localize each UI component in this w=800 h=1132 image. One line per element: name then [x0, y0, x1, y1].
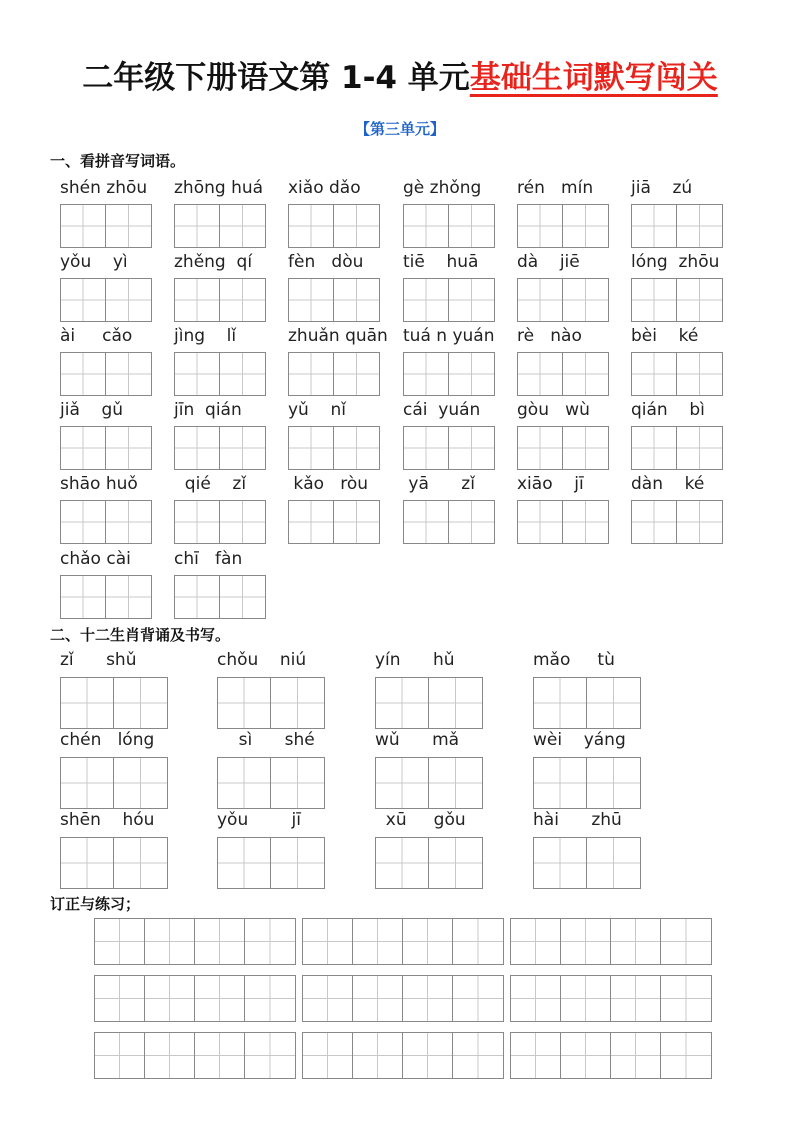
tianzige-cell[interactable]: [677, 427, 722, 469]
pinyin-label: yín hǔ: [375, 650, 455, 670]
tianzige-cell[interactable]: [518, 279, 563, 321]
pinyin-label: lóng zhōu: [631, 252, 720, 272]
word-item: [631, 400, 723, 470]
tianzige-cell[interactable]: [429, 758, 482, 808]
tianzige-cell[interactable]: [511, 919, 561, 964]
tianzige-cell[interactable]: [534, 758, 587, 808]
writing-boxes: [533, 837, 641, 889]
word-item: [217, 810, 325, 889]
tianzige-cell[interactable]: [175, 279, 220, 321]
tianzige-cell[interactable]: [376, 678, 429, 728]
tianzige-cell[interactable]: [175, 205, 220, 247]
practice-group: [302, 1032, 504, 1079]
pinyin-label: shén zhōu: [60, 178, 148, 198]
pinyin-label: kǎo ròu: [288, 474, 369, 494]
pinyin-label: zhuǎn quān: [288, 326, 388, 346]
tianzige-cell[interactable]: [271, 678, 324, 728]
pinyin-label: jìng lǐ: [174, 326, 237, 346]
writing-boxes: [375, 757, 483, 809]
tianzige-cell[interactable]: [61, 501, 106, 543]
tianzige-cell[interactable]: [611, 1033, 661, 1078]
pinyin-label: xiāo jī: [517, 474, 584, 494]
tianzige-cell[interactable]: [175, 576, 220, 618]
tianzige-cell[interactable]: [677, 501, 722, 543]
pinyin-label: chǒu niú: [217, 650, 307, 670]
writing-boxes: [217, 677, 325, 729]
tianzige-cell[interactable]: [145, 976, 195, 1021]
pinyin-label: jiā zú: [631, 178, 693, 198]
tianzige-cell[interactable]: [271, 838, 324, 888]
pinyin-label: wèi yáng: [533, 730, 626, 750]
tianzige-cell[interactable]: [61, 838, 114, 888]
tianzige-cell[interactable]: [61, 205, 106, 247]
tianzige-cell[interactable]: [404, 501, 449, 543]
writing-boxes: [288, 500, 380, 544]
word-item: [60, 326, 152, 396]
section2-heading: 二、十二生肖背诵及书写。: [50, 626, 231, 644]
word-item: [288, 252, 380, 322]
writing-boxes: [533, 677, 641, 729]
pinyin-label: xū gǒu: [375, 810, 466, 830]
pinyin-label: yǒu jī: [217, 810, 301, 830]
word-item: [288, 474, 380, 544]
tianzige-cell[interactable]: [289, 427, 334, 469]
tianzige-cell[interactable]: [563, 205, 608, 247]
tianzige-cell[interactable]: [404, 205, 449, 247]
practice-row: [94, 1032, 712, 1079]
unit-subtitle: 【第三单元】: [354, 120, 445, 138]
word-item: [60, 474, 152, 544]
pinyin-label: yā zǐ: [403, 474, 475, 494]
tianzige-cell[interactable]: [518, 501, 563, 543]
pinyin-label: gòu wù: [517, 400, 590, 420]
tianzige-cell[interactable]: [95, 976, 145, 1021]
word-item: [631, 178, 723, 248]
writing-boxes: [517, 352, 609, 396]
writing-boxes: [60, 575, 152, 619]
pinyin-label: shēn hóu: [60, 810, 155, 830]
tianzige-cell[interactable]: [561, 1033, 611, 1078]
pinyin-label: rè nào: [517, 326, 582, 346]
pinyin-label: ài cǎo: [60, 326, 133, 346]
tianzige-cell[interactable]: [611, 919, 661, 964]
tianzige-cell[interactable]: [145, 1033, 195, 1078]
writing-boxes: [403, 278, 495, 322]
tianzige-cell[interactable]: [106, 205, 151, 247]
writing-boxes: [217, 757, 325, 809]
word-item: [174, 549, 266, 619]
writing-boxes: [517, 204, 609, 248]
word-item: [403, 178, 495, 248]
writing-boxes: [375, 837, 483, 889]
tianzige-cell[interactable]: [404, 353, 449, 395]
writing-boxes: [174, 204, 266, 248]
practice-group: [510, 918, 712, 965]
tianzige-cell[interactable]: [563, 501, 608, 543]
tianzige-cell[interactable]: [220, 205, 265, 247]
tianzige-cell[interactable]: [534, 838, 587, 888]
writing-boxes: [174, 500, 266, 544]
writing-boxes: [375, 677, 483, 729]
tianzige-cell[interactable]: [218, 838, 271, 888]
pinyin-label: chǎo cài: [60, 549, 131, 569]
pinyin-label: jīn qián: [174, 400, 242, 420]
writing-boxes: [288, 204, 380, 248]
word-item: [517, 400, 609, 470]
word-item: [174, 400, 266, 470]
practice-row: [94, 918, 712, 965]
pinyin-label: dàn ké: [631, 474, 705, 494]
tianzige-cell[interactable]: [587, 678, 640, 728]
tianzige-cell[interactable]: [511, 976, 561, 1021]
tianzige-cell[interactable]: [661, 1033, 711, 1078]
tianzige-cell[interactable]: [429, 678, 482, 728]
word-item: [403, 326, 495, 396]
tianzige-cell[interactable]: [303, 919, 353, 964]
word-item: [533, 650, 641, 729]
pinyin-label: qián bì: [631, 400, 705, 420]
tianzige-cell[interactable]: [587, 758, 640, 808]
word-item: [217, 650, 325, 729]
tianzige-cell[interactable]: [95, 919, 145, 964]
writing-boxes: [60, 204, 152, 248]
worksheet-title: [0, 52, 800, 102]
tianzige-cell[interactable]: [95, 1033, 145, 1078]
writing-boxes: [60, 426, 152, 470]
writing-boxes: [60, 500, 152, 544]
tianzige-cell[interactable]: [453, 976, 503, 1021]
tianzige-cell[interactable]: [145, 919, 195, 964]
word-item: [517, 474, 609, 544]
tianzige-cell[interactable]: [404, 279, 449, 321]
section1-heading: 一、看拼音写词语。: [50, 152, 186, 170]
tianzige-cell[interactable]: [449, 205, 494, 247]
writing-boxes: [517, 278, 609, 322]
tianzige-cell[interactable]: [403, 976, 453, 1021]
tianzige-cell[interactable]: [106, 279, 151, 321]
pinyin-label: tuá n yuán: [403, 326, 495, 346]
tianzige-cell[interactable]: [561, 976, 611, 1021]
tianzige-cell[interactable]: [353, 1033, 403, 1078]
writing-boxes: [403, 352, 495, 396]
tianzige-cell[interactable]: [632, 279, 677, 321]
tianzige-cell[interactable]: [353, 976, 403, 1021]
tianzige-cell[interactable]: [114, 678, 167, 728]
tianzige-cell[interactable]: [334, 427, 379, 469]
word-item: [375, 810, 483, 889]
practice-group: [302, 918, 504, 965]
writing-boxes: [174, 352, 266, 396]
tianzige-cell[interactable]: [114, 838, 167, 888]
pinyin-label: tiē huā: [403, 252, 479, 272]
tianzige-cell[interactable]: [376, 838, 429, 888]
writing-boxes: [403, 500, 495, 544]
word-item: [217, 730, 325, 809]
pinyin-label: fèn dòu: [288, 252, 364, 272]
tianzige-cell[interactable]: [403, 919, 453, 964]
pinyin-label: rén mín: [517, 178, 594, 198]
tianzige-cell[interactable]: [563, 427, 608, 469]
writing-boxes: [60, 757, 168, 809]
pinyin-label: hài zhū: [533, 810, 622, 830]
tianzige-cell[interactable]: [114, 758, 167, 808]
tianzige-cell[interactable]: [289, 353, 334, 395]
word-item: [403, 252, 495, 322]
tianzige-cell[interactable]: [334, 353, 379, 395]
tianzige-cell[interactable]: [677, 279, 722, 321]
word-item: [60, 400, 152, 470]
pinyin-label: zhōng huá: [174, 178, 264, 198]
word-item: [60, 549, 152, 619]
practice-group: [510, 975, 712, 1022]
tianzige-cell[interactable]: [61, 678, 114, 728]
tianzige-cell[interactable]: [106, 427, 151, 469]
pinyin-label: zǐ shǔ: [60, 650, 137, 670]
tianzige-cell[interactable]: [220, 576, 265, 618]
writing-boxes: [517, 426, 609, 470]
tianzige-cell[interactable]: [449, 501, 494, 543]
writing-boxes: [174, 426, 266, 470]
pinyin-label: qié zǐ: [174, 474, 247, 494]
writing-boxes: [631, 500, 723, 544]
tianzige-cell[interactable]: [303, 1033, 353, 1078]
tianzige-cell[interactable]: [334, 501, 379, 543]
tianzige-cell[interactable]: [429, 838, 482, 888]
word-item: [288, 400, 380, 470]
tianzige-cell[interactable]: [334, 205, 379, 247]
tianzige-cell[interactable]: [195, 976, 245, 1021]
tianzige-cell[interactable]: [220, 427, 265, 469]
tianzige-cell[interactable]: [220, 353, 265, 395]
tianzige-cell[interactable]: [61, 576, 106, 618]
word-item: [60, 252, 152, 322]
tianzige-cell[interactable]: [175, 427, 220, 469]
writing-boxes: [631, 352, 723, 396]
tianzige-cell[interactable]: [303, 976, 353, 1021]
tianzige-cell[interactable]: [403, 1033, 453, 1078]
tianzige-cell[interactable]: [353, 919, 403, 964]
tianzige-cell[interactable]: [106, 576, 151, 618]
tianzige-cell[interactable]: [61, 427, 106, 469]
tianzige-cell[interactable]: [245, 1033, 295, 1078]
word-item: [533, 730, 641, 809]
tianzige-cell[interactable]: [661, 919, 711, 964]
practice-group: [94, 918, 296, 965]
word-item: [517, 178, 609, 248]
practice-group: [510, 1032, 712, 1079]
pinyin-label: chī fàn: [174, 549, 243, 569]
tianzige-cell[interactable]: [453, 1033, 503, 1078]
word-item: [631, 326, 723, 396]
word-item: [375, 730, 483, 809]
word-item: [403, 474, 495, 544]
tianzige-cell[interactable]: [218, 758, 271, 808]
tianzige-cell[interactable]: [661, 976, 711, 1021]
tianzige-cell[interactable]: [518, 427, 563, 469]
pinyin-label: jiǎ gǔ: [60, 400, 124, 420]
tianzige-cell[interactable]: [245, 919, 295, 964]
tianzige-cell[interactable]: [61, 758, 114, 808]
word-item: [533, 810, 641, 889]
writing-boxes: [174, 575, 266, 619]
writing-boxes: [174, 278, 266, 322]
word-item: [288, 326, 388, 396]
tianzige-cell[interactable]: [175, 501, 220, 543]
writing-boxes: [631, 204, 723, 248]
tianzige-cell[interactable]: [632, 353, 677, 395]
word-item: [288, 178, 380, 248]
tianzige-cell[interactable]: [195, 1033, 245, 1078]
tianzige-cell[interactable]: [518, 205, 563, 247]
pinyin-label: yǔ nǐ: [288, 400, 346, 420]
writing-boxes: [217, 837, 325, 889]
pinyin-label: chén lóng: [60, 730, 155, 750]
tianzige-cell[interactable]: [677, 205, 722, 247]
word-item: [631, 474, 723, 544]
writing-boxes: [288, 426, 380, 470]
word-item: [174, 474, 266, 544]
writing-boxes: [517, 500, 609, 544]
tianzige-cell[interactable]: [632, 501, 677, 543]
practice-row: [94, 975, 712, 1022]
pinyin-label: sì shé: [217, 730, 315, 750]
word-item: [60, 730, 168, 809]
tianzige-cell[interactable]: [611, 976, 661, 1021]
pinyin-label: cái yuán: [403, 400, 481, 420]
tianzige-cell[interactable]: [334, 279, 379, 321]
word-item: [60, 650, 168, 729]
pinyin-label: dà jiē: [517, 252, 580, 272]
pinyin-label: mǎo tù: [533, 650, 615, 670]
writing-boxes: [60, 352, 152, 396]
practice-group: [94, 975, 296, 1022]
word-item: [631, 252, 723, 322]
tianzige-cell[interactable]: [511, 1033, 561, 1078]
tianzige-cell[interactable]: [453, 919, 503, 964]
tianzige-cell[interactable]: [587, 838, 640, 888]
pinyin-label: shāo huǒ: [60, 474, 138, 494]
word-item: [403, 400, 495, 470]
writing-boxes: [60, 278, 152, 322]
section3-heading: 订正与练习；: [50, 895, 141, 913]
tianzige-cell[interactable]: [289, 501, 334, 543]
tianzige-cell[interactable]: [677, 353, 722, 395]
word-item: [60, 810, 168, 889]
tianzige-cell[interactable]: [289, 205, 334, 247]
writing-boxes: [403, 204, 495, 248]
tianzige-cell[interactable]: [563, 353, 608, 395]
writing-boxes: [288, 278, 380, 322]
pinyin-label: zhěng qí: [174, 252, 253, 272]
writing-boxes: [60, 677, 168, 729]
writing-boxes: [288, 352, 380, 396]
tianzige-cell[interactable]: [271, 758, 324, 808]
tianzige-cell[interactable]: [449, 427, 494, 469]
word-item: [517, 326, 609, 396]
tianzige-cell[interactable]: [289, 279, 334, 321]
pinyin-label: wǔ mǎ: [375, 730, 460, 750]
tianzige-cell[interactable]: [220, 501, 265, 543]
word-item: [174, 326, 266, 396]
pinyin-label: gè zhǒng: [403, 178, 482, 198]
word-item: [375, 650, 483, 729]
writing-boxes: [631, 426, 723, 470]
pinyin-label: bèi ké: [631, 326, 699, 346]
word-item: [517, 252, 609, 322]
tianzige-cell[interactable]: [61, 353, 106, 395]
title-main: 二年级下册语文第 1-4 单元: [82, 60, 470, 96]
tianzige-cell[interactable]: [218, 678, 271, 728]
tianzige-cell[interactable]: [220, 279, 265, 321]
tianzige-cell[interactable]: [449, 353, 494, 395]
word-item: [174, 252, 266, 322]
tianzige-cell[interactable]: [61, 279, 106, 321]
tianzige-cell[interactable]: [561, 919, 611, 964]
tianzige-cell[interactable]: [245, 976, 295, 1021]
tianzige-cell[interactable]: [376, 758, 429, 808]
word-item: [60, 178, 152, 248]
pinyin-label: xiǎo dǎo: [288, 178, 361, 198]
tianzige-cell[interactable]: [106, 501, 151, 543]
writing-boxes: [403, 426, 495, 470]
writing-boxes: [631, 278, 723, 322]
writing-boxes: [60, 837, 168, 889]
tianzige-cell[interactable]: [518, 353, 563, 395]
tianzige-cell[interactable]: [195, 919, 245, 964]
tianzige-cell[interactable]: [404, 427, 449, 469]
practice-group: [94, 1032, 296, 1079]
writing-boxes: [533, 757, 641, 809]
tianzige-cell[interactable]: [563, 279, 608, 321]
word-item: [174, 178, 266, 248]
tianzige-cell[interactable]: [449, 279, 494, 321]
pinyin-label: yǒu yì: [60, 252, 128, 272]
tianzige-cell[interactable]: [175, 353, 220, 395]
tianzige-cell[interactable]: [534, 678, 587, 728]
tianzige-cell[interactable]: [632, 427, 677, 469]
tianzige-cell[interactable]: [632, 205, 677, 247]
title-highlight: 基础生词默写闯关: [469, 60, 718, 96]
practice-group: [302, 975, 504, 1022]
tianzige-cell[interactable]: [106, 353, 151, 395]
